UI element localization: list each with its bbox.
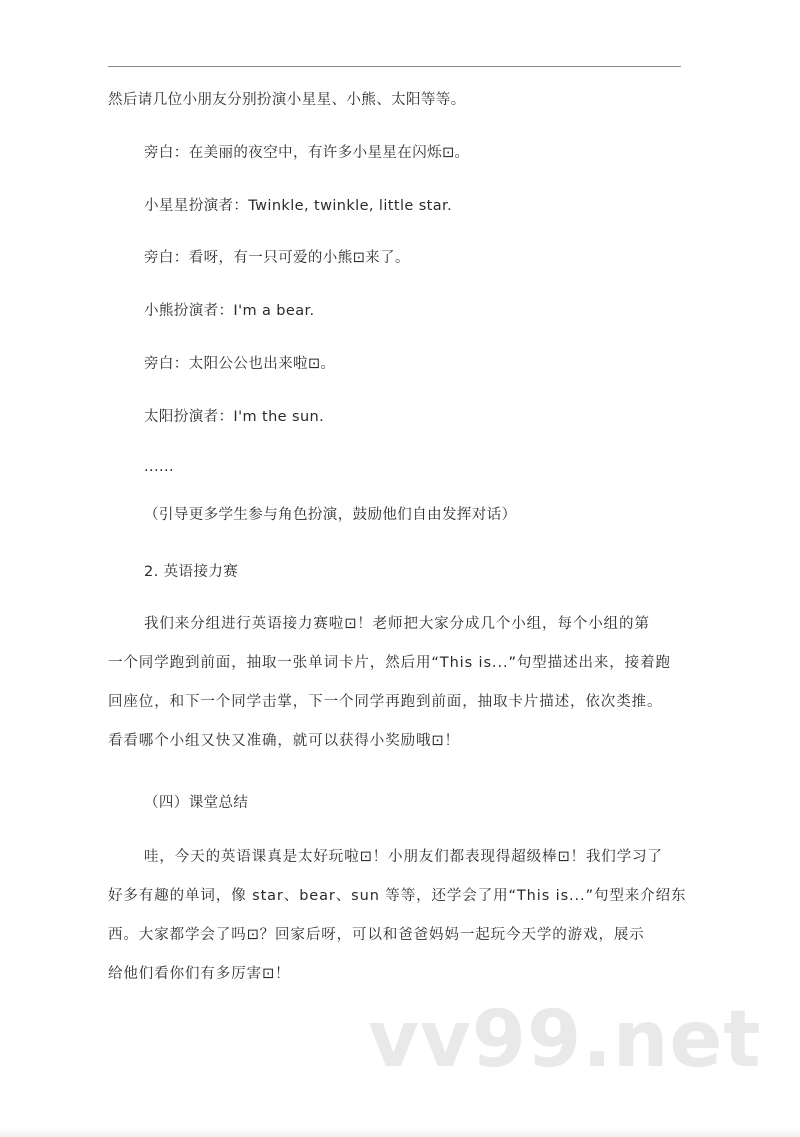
paragraph-line: 看看哪个小组又快又准确，就可以获得小奖励哦⊡！ <box>108 733 460 749</box>
paragraph-line: 好多有趣的单词，像 star、bear、sun 等等，还学会了用“This is...”句型来介绍东 <box>108 888 687 904</box>
text-line: 旁白：太阳公公也出来啦⊡。 <box>144 356 336 372</box>
paragraph-line: 我们来分组进行英语接力赛啦⊡！老师把大家分成几个小组，每个小组的第 <box>144 616 650 632</box>
text-line: （引导更多学生参与角色扮演，鼓励他们自由发挥对话） <box>144 507 517 523</box>
paragraph-line: 西。大家都学会了吗⊡？回家后呀，可以和爸爸妈妈一起玩今天学的游戏，展示 <box>108 927 645 943</box>
text-line: 旁白：在美丽的夜空中，有许多小星星在闪烁⊡。 <box>144 145 470 161</box>
paragraph-line: 哇，今天的英语课真是太好玩啦⊡！小朋友们都表现得超级棒⊡！我们学习了 <box>144 849 663 865</box>
text-line: 小星星扮演者：Twinkle, twinkle, little star. <box>144 198 453 214</box>
text-line: ...... <box>144 459 175 475</box>
section-heading: （四）课堂总结 <box>144 795 249 811</box>
header-rule <box>108 66 681 67</box>
text-line: 旁白：看呀，有一只可爱的小熊⊡来了。 <box>144 250 410 266</box>
page-bottom-edge <box>0 1127 800 1137</box>
text-line: 然后请几位小朋友分别扮演小星星、小熊、太阳等等。 <box>108 92 466 108</box>
paragraph-line: 回座位，和下一个同学击掌，下一个同学再跑到前面，抽取卡片描述，依次类推。 <box>108 694 663 710</box>
text-line: 太阳扮演者：I'm the sun. <box>144 409 325 425</box>
watermark: vv99.net <box>368 995 762 1085</box>
paragraph-line: 给他们看你们有多厉害⊡！ <box>108 966 291 982</box>
paragraph-line: 一个同学跑到前面，抽取一张单词卡片，然后用“This is...”句型描述出来，接着跑 <box>108 655 671 671</box>
text-line: 小熊扮演者：I'm a bear. <box>144 303 315 319</box>
section-heading: 2. 英语接力赛 <box>144 564 239 580</box>
